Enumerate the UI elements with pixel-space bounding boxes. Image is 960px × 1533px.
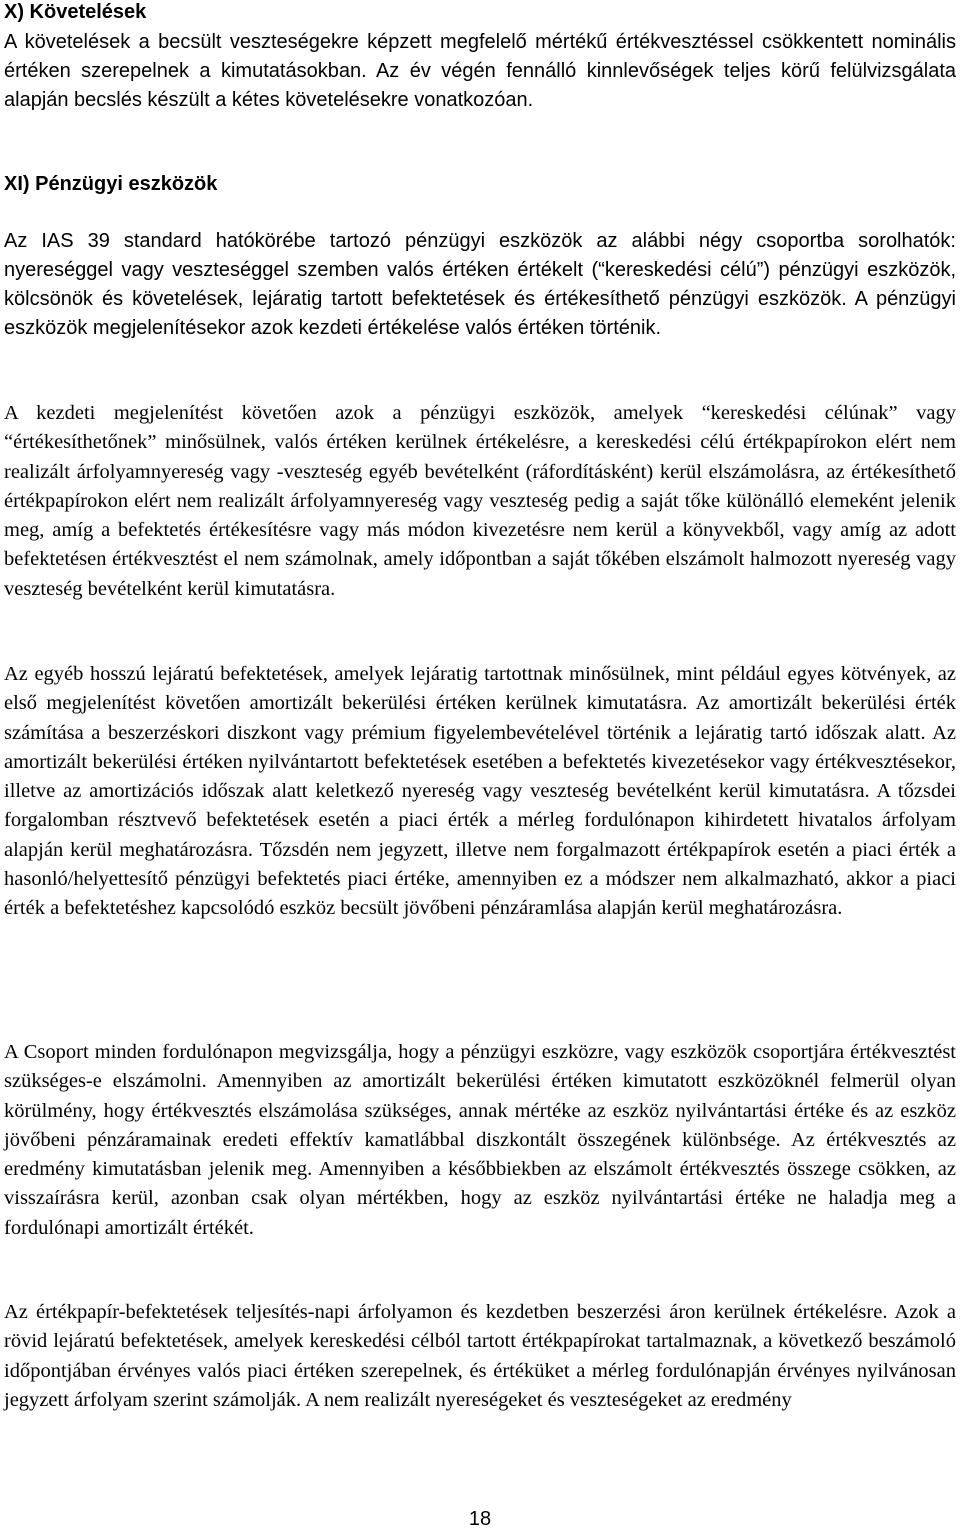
paragraph-kezdeti-megjelenites: A kezdeti megjelenítést követően azok a pénzügyi eszközök, amelyek “kereskedési célúnak” vagy “értékesíthetőnek” minősülnek, valós értéken kerülnek értékelésre, a kereskedési célú értékpapírokon elért nem realizált árfolyamnyereség vagy -veszteség egyéb bevételként (ráfordításként) kerül elszámolásra, az értékesíthető értékpapírokon elért nem realizált árfolyamnyereség vagy veszteség pedig a saját tőke különálló elemeként jelenik meg, amíg a befektetés értékesítésre vagy más módon kivezetésre nem kerül a könyvekből, vagy amíg az adott befektetésen értékvesztést el nem számolnak, amely időpontban a saját tőkében elszámolt halmozott nyereség vagy veszteség bevételként kerül kimutatásra. xyxy=(4,402,956,600)
paragraph-ertekvesztes: A Csoport minden fordulónapon megvizsgálja, hogy a pénzügyi eszközre, vagy eszközök csoportjára értékvesztést szükséges-e elszámolni. Amennyiben az amortizált bekerülési értéken kimutatott eszközöknél felmerül olyan körülmény, hogy értékvesztés elszámolása szükséges, annak mértéke az eszköz nyilvántartási értéke és az eszköz jövőbeni pénzáramainak eredeti effektív kamatlábbal diszkontált összegének különbsége. Az értékvesztés az eredmény kimutatásban jelenik meg. Amennyiben a későbbiekben az elszámolt értékvesztés összege csökken, az visszaírásra kerül, azonban csak olyan mértékben, hogy az eszköz nyilvántartási értéke ne haladja meg a fordulónapi amortizált értékét. xyxy=(4,1041,956,1239)
paragraph-ertekpapir-befektetesek: Az értékpapír-befektetések teljesítés-napi árfolyamon és kezdetben beszerzési áron kerülnek értékelésre. Azok a rövid lejáratú befektetések, amelyek kereskedési célból tartott értékpapírokat tartalmaznak, a következő beszámoló időpontjában érvényes valós piaci értéken szerepelnek, és értéküket a mérleg fordulónapján érvényes nyilvánosan jegyzett árfolyam szerint számolják. A nem realizált nyereségeket és veszteségeket az eredmény xyxy=(4,1301,956,1411)
page-number: 18 xyxy=(468,1508,492,1530)
paragraph-kovetelesek: A követelések a becsült veszteségekre képzett megfelelő mértékű értékvesztéssel csökkentett nominális értéken szerepelnek a kimutatásokban. Az év végén fennálló kinnlevőségek teljes körű felülvizsgálata alapján becslés készült a kétes követelésekre vonatkozóan. xyxy=(4,31,956,111)
section-heading-penzugyi-eszkozok: XI) Pénzügyi eszközök xyxy=(4,173,218,195)
paragraph-ias39: Az IAS 39 standard hatókörébe tartozó pénzügyi eszközök az alábbi négy csoportba sorolhatók: nyereséggel vagy veszteséggel szemben valós értéken értékelt (“kereskedési célú”) pénzügyi eszközök, kölcsönök és követelések, lejáratig tartott befektetések és értékesíthető pénzügyi eszközök. A pénzügyi eszközök megjelenítésekor azok kezdeti értékelése valós értéken történik. xyxy=(4,230,956,339)
section-heading-kovetelesek: X) Követelések xyxy=(4,1,147,23)
paragraph-hosszu-lejaratu: Az egyéb hosszú lejáratú befektetések, amelyek lejáratig tartottnak minősülnek, mint például egyes kötvények, az első megjelenítést követően amortizált bekerülési értéken kerülnek kimutatásra. Az amortizált bekerülési érték számítása a beszerzéskori diszkont vagy prémium figyelembevételével történik a lejáratig tartó időszak alatt. Az amortizált bekerülési értéken nyilvántartott befektetések esetében a befektetés kivezetésekor vagy értékvesztésekor, illetve az amortizációs időszak alatt keletkező nyereség vagy veszteség bevételként kerül kimutatásra. A tőzsdei forgalomban résztvevő befektetések esetén a piaci érték a mérleg fordulónapon kihirdetett hivatalos árfolyam alapján kerül meghatározásra. Tőzsdén nem jegyzett, illetve nem forgalmazott értékpapírok esetén a piaci érték a hasonló/helyettesítő pénzügyi befektetés piaci értéke, amennyiben ez a módszer nem alkalmazható, akkor a piaci érték a befektetéshez kapcsolódó eszköz becsült jövőbeni pénzáramlása alapján kerül meghatározásra. xyxy=(4,663,956,920)
